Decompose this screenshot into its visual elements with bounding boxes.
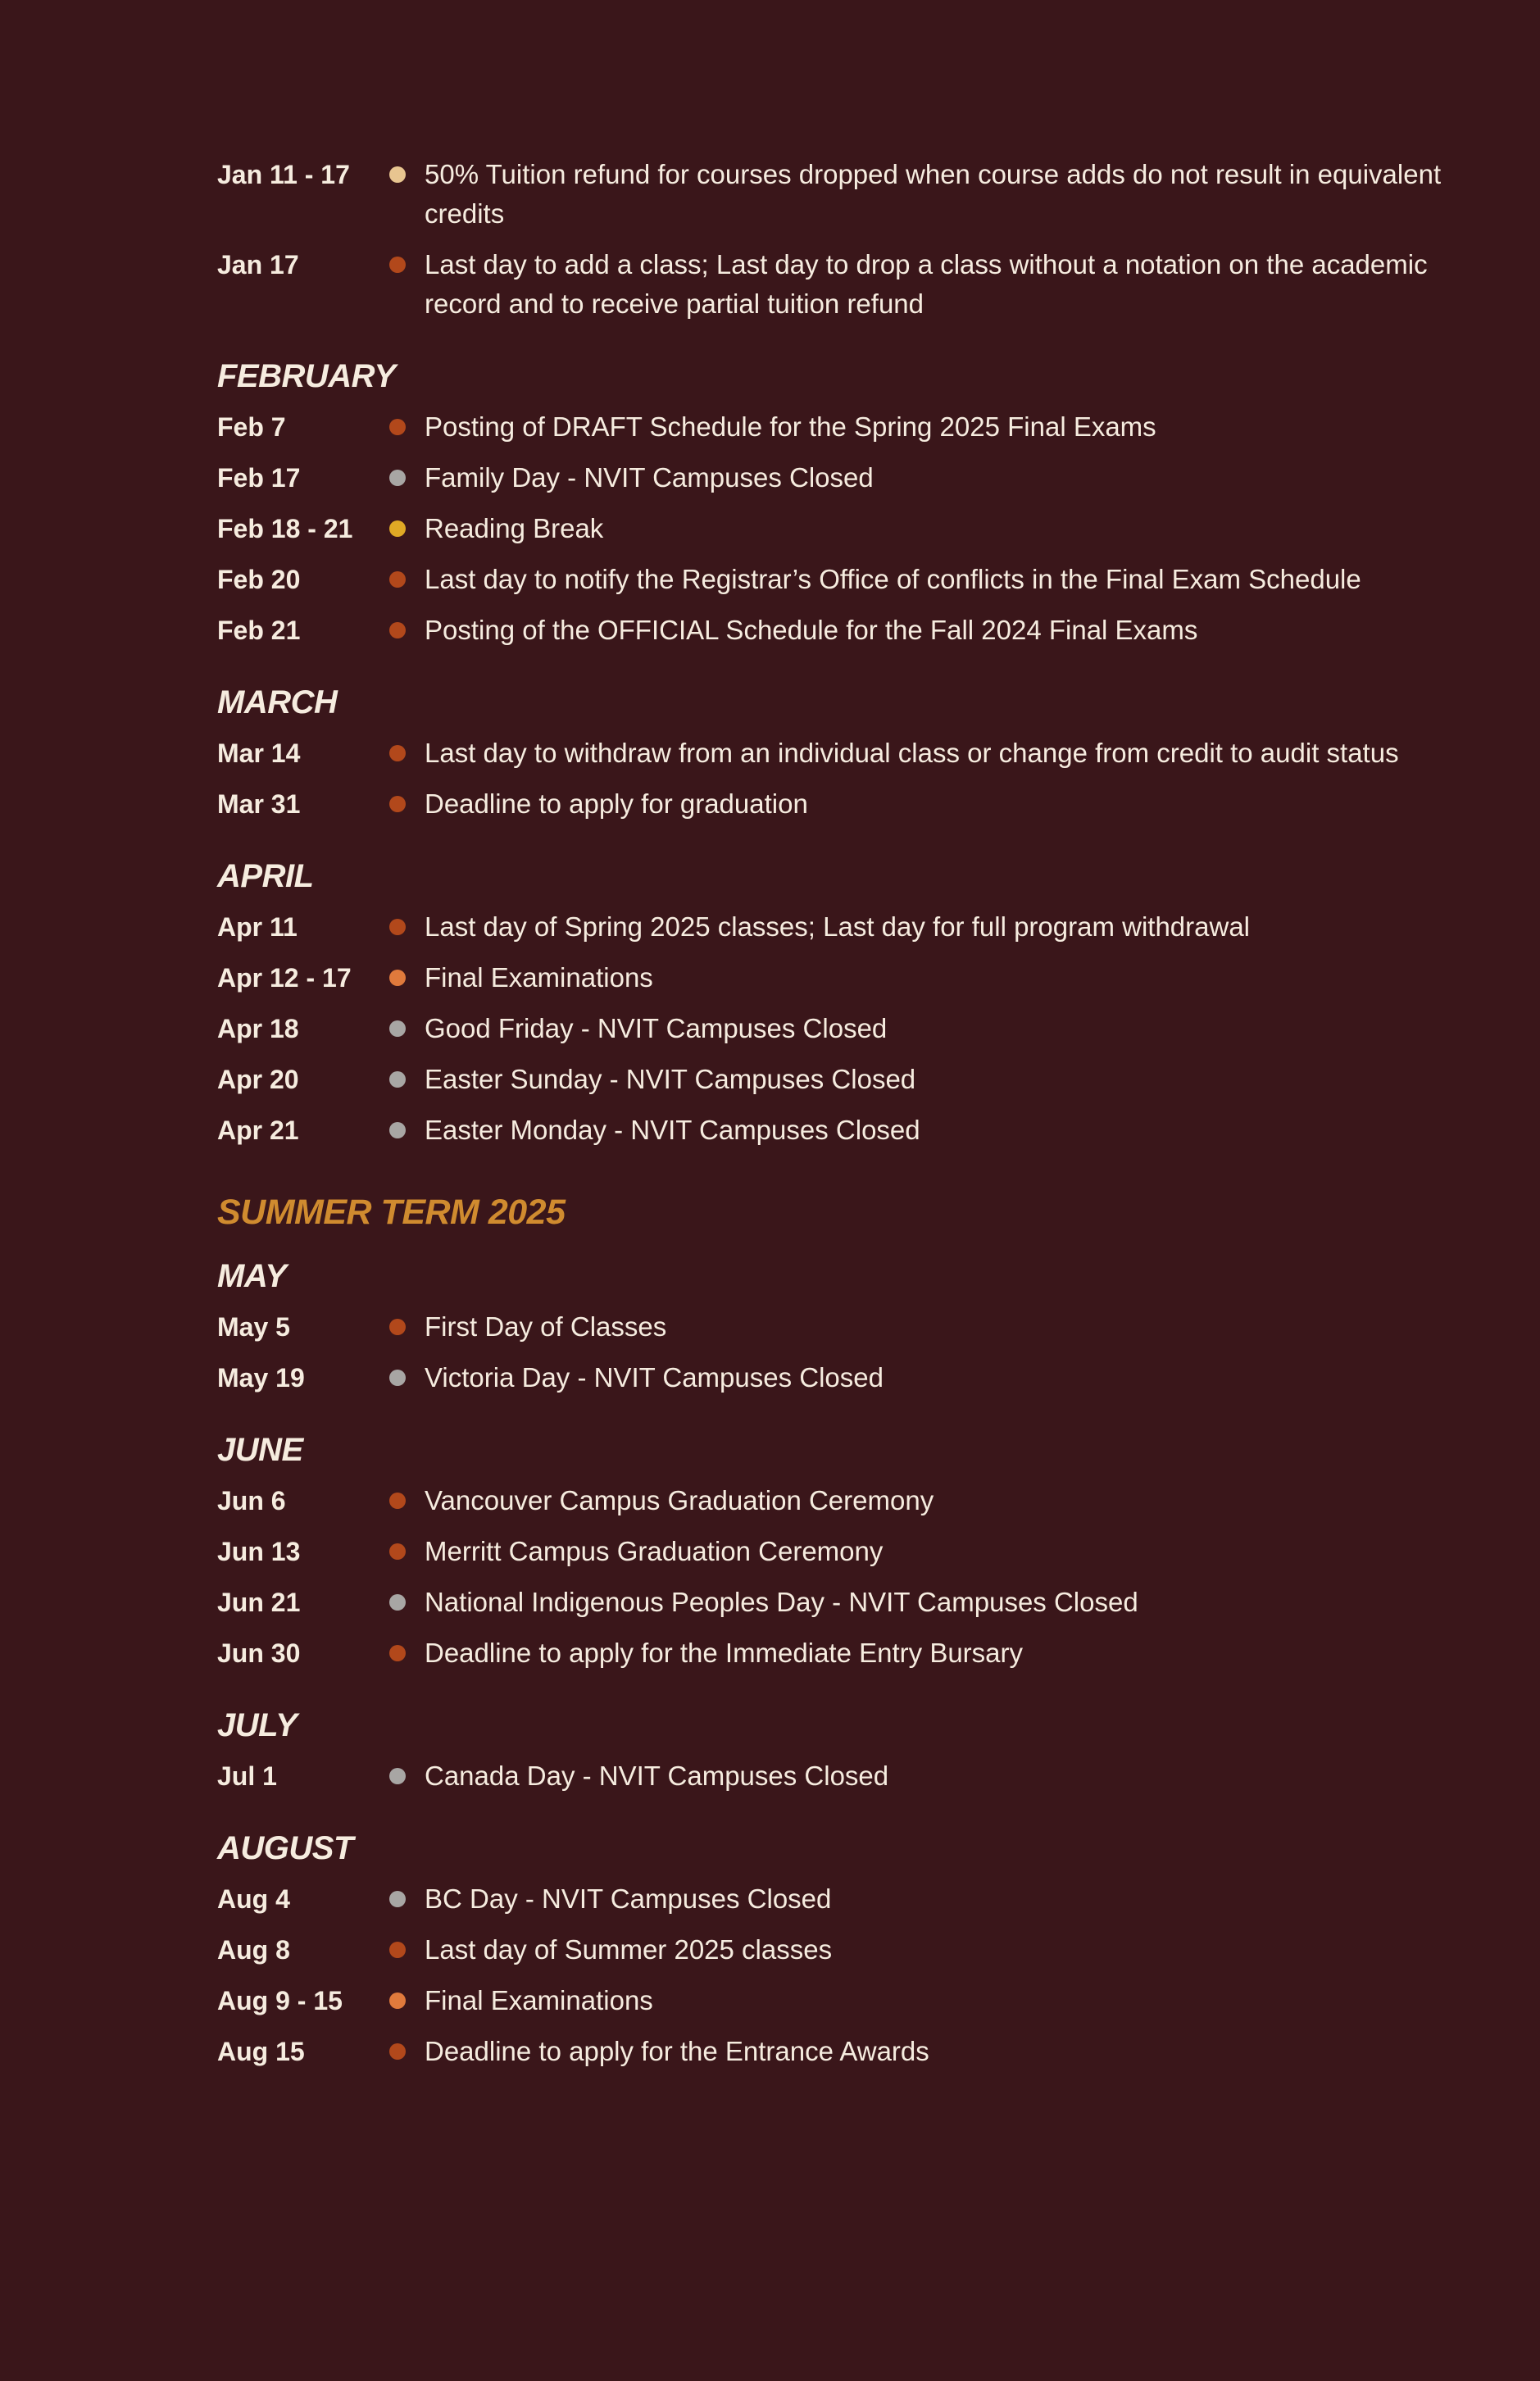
event-description: Good Friday - NVIT Campuses Closed	[425, 1013, 888, 1043]
bullet-wrap	[389, 1060, 425, 1099]
bullet-dot-icon	[389, 1543, 406, 1560]
bullet-dot-icon	[389, 1493, 406, 1509]
bullet-wrap	[389, 907, 425, 947]
event-description: Posting of the OFFICIAL Schedule for the Fall 2024 Final Exams	[425, 615, 1198, 645]
bullet-dot-icon	[389, 571, 406, 588]
bullet-dot-icon	[389, 1942, 406, 1958]
spring-months	[217, 357, 1447, 1150]
event-description: Victoria Day - NVIT Campuses Closed	[425, 1362, 884, 1393]
event-date: Aug 15	[217, 2037, 305, 2066]
bullet-wrap	[389, 1307, 425, 1347]
event-description: BC Day - NVIT Campuses Closed	[425, 1883, 832, 1914]
month-heading: FEBRUARY	[217, 358, 396, 394]
event-row	[217, 1756, 1447, 1796]
event-row	[217, 560, 1447, 599]
event-date: Jun 13	[217, 1537, 301, 1566]
bullet-dot-icon	[389, 1370, 406, 1386]
event-description: Deadline to apply for graduation	[425, 788, 808, 819]
bullet-wrap	[389, 509, 425, 548]
bullet-dot-icon	[389, 1319, 406, 1335]
event-row	[217, 1532, 1447, 1571]
bullet-dot-icon	[389, 419, 406, 435]
event-row	[217, 1981, 1447, 2020]
event-date: Jun 21	[217, 1588, 301, 1617]
event-row	[217, 458, 1447, 498]
event-date: May 19	[217, 1363, 305, 1393]
bullet-wrap	[389, 1009, 425, 1048]
bullet-wrap	[389, 2032, 425, 2071]
bullet-wrap	[389, 155, 425, 194]
event-row	[217, 1481, 1447, 1520]
event-date: Feb 17	[217, 463, 301, 493]
month-heading: MAY	[217, 1258, 287, 1294]
event-description: Last day to withdraw from an individual class or change from credit to audit status	[425, 738, 1399, 768]
bullet-wrap	[389, 1634, 425, 1673]
bullet-wrap	[389, 458, 425, 498]
bullet-wrap	[389, 407, 425, 447]
event-date: Jan 11 - 17	[217, 160, 350, 189]
bullet-dot-icon	[389, 2043, 406, 2060]
month-section-july	[217, 1706, 1447, 1796]
event-date: Apr 20	[217, 1065, 299, 1094]
event-description: Posting of DRAFT Schedule for the Spring 2025 Final Exams	[425, 411, 1156, 442]
event-description: Reading Break	[425, 513, 604, 543]
event-row	[217, 1009, 1447, 1048]
bullet-dot-icon	[389, 1122, 406, 1138]
month-heading: MARCH	[217, 684, 338, 720]
event-row	[217, 1060, 1447, 1099]
bullet-wrap	[389, 1583, 425, 1622]
event-date: Apr 21	[217, 1116, 299, 1145]
month-section-march	[217, 683, 1447, 824]
event-description: Last day to notify the Registrar’s Office of conflicts in the Final Exam Schedule	[425, 564, 1361, 594]
event-date: Jun 6	[217, 1486, 286, 1515]
bullet-dot-icon	[389, 520, 406, 537]
event-date: Feb 21	[217, 616, 301, 645]
event-row	[217, 1358, 1447, 1397]
event-row	[217, 611, 1447, 650]
event-description: Easter Monday - NVIT Campuses Closed	[425, 1115, 920, 1145]
bullet-wrap	[389, 245, 425, 284]
bullet-wrap	[389, 734, 425, 773]
bullet-wrap	[389, 1358, 425, 1397]
event-date: Jan 17	[217, 250, 299, 279]
event-date: Jun 30	[217, 1638, 301, 1668]
event-row	[217, 1111, 1447, 1150]
event-row	[217, 1583, 1447, 1622]
event-date: Apr 12 - 17	[217, 963, 352, 993]
event-date: Apr 11	[217, 912, 298, 942]
bullet-wrap	[389, 560, 425, 599]
event-row	[217, 1307, 1447, 1347]
event-date: Feb 7	[217, 412, 286, 442]
bullet-dot-icon	[389, 745, 406, 761]
summer-months	[217, 1256, 1447, 2071]
bullet-dot-icon	[389, 1071, 406, 1088]
event-date: Apr 18	[217, 1014, 299, 1043]
month-section-august	[217, 1829, 1447, 2071]
bullet-dot-icon	[389, 1768, 406, 1784]
bullet-wrap	[389, 784, 425, 824]
event-date: May 5	[217, 1312, 290, 1342]
bullet-wrap	[389, 1532, 425, 1571]
event-row	[217, 958, 1447, 997]
bullet-dot-icon	[389, 1992, 406, 2009]
event-date: Jul 1	[217, 1761, 277, 1791]
event-description: Last day to add a class; Last day to drop a class without a notation on the academic record and to receive partial tuition refund	[425, 249, 1428, 319]
month-section-february	[217, 357, 1447, 650]
event-description: Canada Day - NVIT Campuses Closed	[425, 1761, 889, 1791]
event-description: Merritt Campus Graduation Ceremony	[425, 1536, 884, 1566]
bullet-wrap	[389, 1756, 425, 1796]
event-description: 50% Tuition refund for courses dropped when course adds do not result in equivalent credits	[425, 159, 1442, 229]
event-row	[217, 784, 1447, 824]
bullet-dot-icon	[389, 622, 406, 638]
bullet-dot-icon	[389, 1891, 406, 1907]
bullet-wrap	[389, 1111, 425, 1150]
bullet-wrap	[389, 611, 425, 650]
event-date: Feb 20	[217, 565, 301, 594]
event-description: Vancouver Campus Graduation Ceremony	[425, 1485, 934, 1515]
bullet-dot-icon	[389, 470, 406, 486]
summer-term-heading: SUMMER TERM 2025	[217, 1193, 566, 1232]
month-section-june	[217, 1430, 1447, 1673]
month-heading: APRIL	[217, 858, 314, 894]
event-row	[217, 1879, 1447, 1919]
academic-calendar	[217, 155, 1447, 2083]
event-description: Last day of Summer 2025 classes	[425, 1934, 833, 1965]
event-date: Aug 4	[217, 1884, 290, 1914]
event-date: Aug 8	[217, 1935, 290, 1965]
event-description: Family Day - NVIT Campuses Closed	[425, 462, 874, 493]
bullet-wrap	[389, 1930, 425, 1970]
event-date: Feb 18 - 21	[217, 514, 353, 543]
bullet-dot-icon	[389, 970, 406, 986]
event-row	[217, 734, 1447, 773]
bullet-wrap	[389, 1981, 425, 2020]
event-row	[217, 2032, 1447, 2071]
bullet-wrap	[389, 1879, 425, 1919]
event-description: National Indigenous Peoples Day - NVIT Campuses Closed	[425, 1587, 1138, 1617]
event-description: Deadline to apply for the Entrance Awards	[425, 2036, 929, 2066]
event-date: Aug 9 - 15	[217, 1986, 343, 2015]
bullet-dot-icon	[389, 257, 406, 273]
event-row	[217, 907, 1447, 947]
event-row	[217, 155, 1447, 234]
event-description: Easter Sunday - NVIT Campuses Closed	[425, 1064, 916, 1094]
event-description: Last day of Spring 2025 classes; Last day for full program withdrawal	[425, 911, 1251, 942]
month-heading: JULY	[217, 1707, 298, 1743]
bullet-dot-icon	[389, 796, 406, 812]
event-row	[217, 509, 1447, 548]
bullet-dot-icon	[389, 919, 406, 935]
event-description: Deadline to apply for the Immediate Entry Bursary	[425, 1638, 1024, 1668]
month-heading: JUNE	[217, 1432, 303, 1468]
event-date: Mar 31	[217, 789, 301, 819]
event-row	[217, 1930, 1447, 1970]
bullet-wrap	[389, 1481, 425, 1520]
month-heading: AUGUST	[217, 1830, 353, 1866]
bullet-dot-icon	[389, 166, 406, 183]
month-section-may	[217, 1256, 1447, 1397]
bullet-dot-icon	[389, 1645, 406, 1661]
event-date: Mar 14	[217, 738, 301, 768]
bullet-wrap	[389, 958, 425, 997]
bullet-dot-icon	[389, 1594, 406, 1611]
event-row	[217, 1634, 1447, 1673]
summer-term-section	[217, 1191, 1447, 2071]
january-event-list	[217, 155, 1447, 324]
event-description: Final Examinations	[425, 962, 653, 993]
event-description: First Day of Classes	[425, 1311, 667, 1342]
event-row	[217, 245, 1447, 324]
event-description: Final Examinations	[425, 1985, 653, 2015]
bullet-dot-icon	[389, 1020, 406, 1037]
event-row	[217, 407, 1447, 447]
month-section-april	[217, 857, 1447, 1150]
